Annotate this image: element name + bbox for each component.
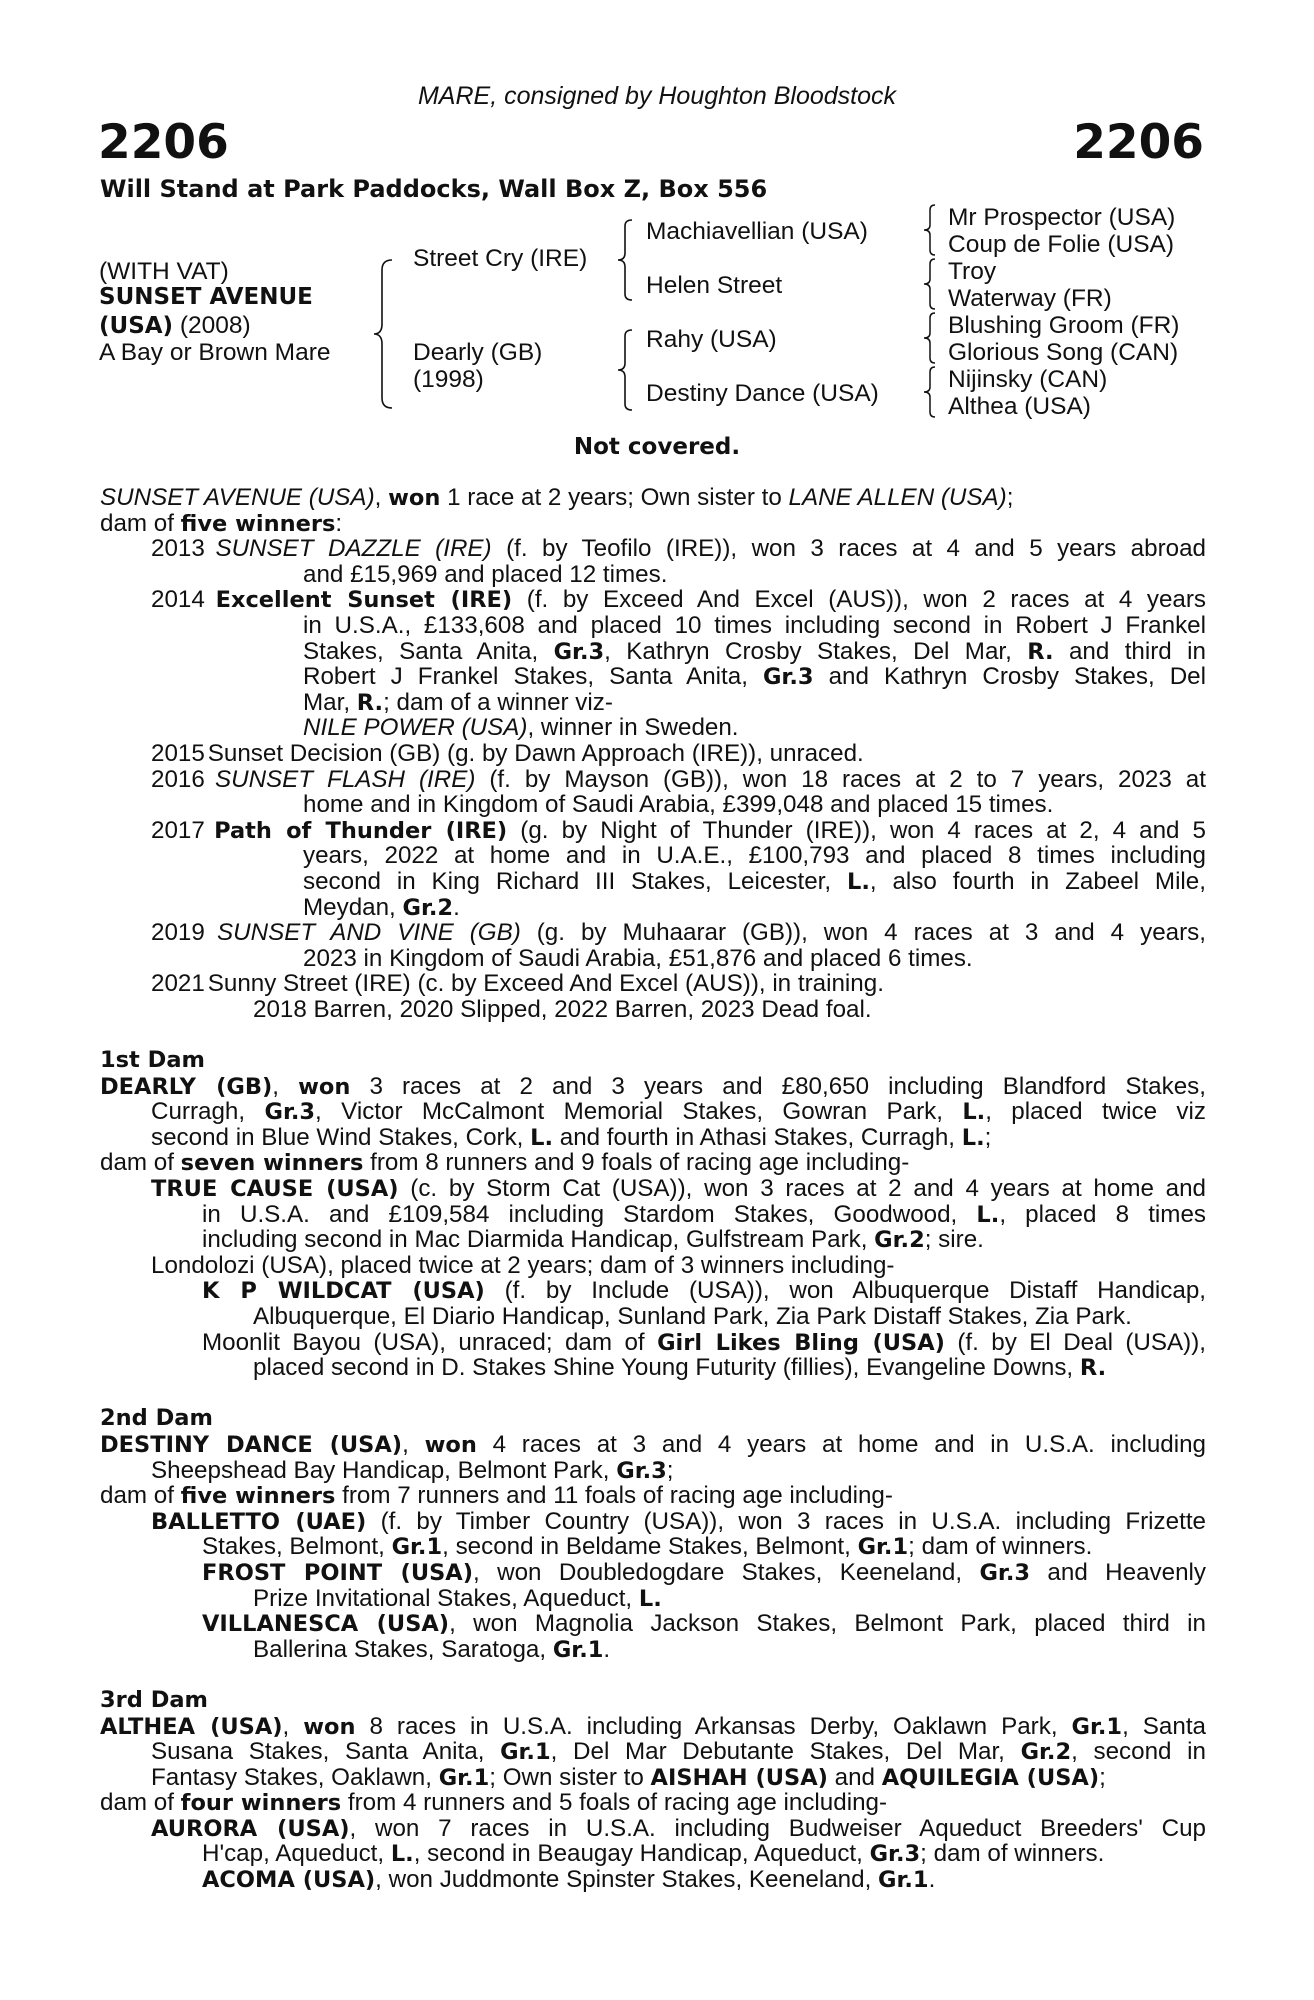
gen3-1: Mr Prospector (USA) bbox=[948, 204, 1176, 231]
second-dam-line2: Sheepshead Bay Handicap, Belmont Park, Gr.3; bbox=[151, 1456, 674, 1484]
cover-status: Not covered. bbox=[573, 434, 741, 460]
brace-sire bbox=[616, 218, 636, 302]
produce-2014-cont4: Mar, R.; dam of a winner viz- bbox=[303, 688, 613, 716]
gen3-2: Coup de Folie (USA) bbox=[948, 231, 1175, 258]
second-dam-section bbox=[100, 1406, 1206, 1662]
first-dam-line11: Moonlit Bayou (USA), unraced; dam of Girl Likes Bling (USA) (f. by El Deal (USA)), bbox=[202, 1329, 1206, 1356]
produce-2013-cont: and £15,969 and placed 12 times. bbox=[303, 560, 668, 588]
produce-2015: 2015 Sunset Decision (GB) (g. by Dawn Approach (IRE)), unraced. bbox=[151, 739, 864, 767]
third-dam-line7: ACOMA (USA), won Juddmonte Spinster Stakes, Keeneland, Gr.1. bbox=[202, 1866, 936, 1894]
first-dam-line6: in U.S.A. and £109,584 including Stardom Stakes, Goodwood, L., placed 8 times bbox=[202, 1201, 1206, 1228]
produce-2017-cont1: years, 2022 at home and in U.A.E., £100,793 and placed 8 times including bbox=[303, 843, 1206, 869]
third-dam-heading: 3rd Dam bbox=[100, 1686, 208, 1713]
produce-2017: 2017 Path of Thunder (IRE) (g. by Night of Thunder (IRE)), won 4 races at 2, 4 and 5 bbox=[151, 817, 1206, 844]
second-dam-line8: VILLANESCA (USA), won Magnolia Jackson Stakes, Belmont Park, placed third in bbox=[202, 1611, 1206, 1637]
dam-year: (1998) bbox=[413, 366, 484, 393]
dam-name: Dearly (GB) bbox=[413, 339, 543, 366]
first-dam-line2: Curragh, Gr.3, Victor McCalmont Memorial Stakes, Gowran Park, L., placed twice viz bbox=[151, 1099, 1206, 1125]
first-dam-line10: Albuquerque, El Diario Handicap, Sunland Park, Zia Park Distaff Stakes, Zia Park. bbox=[253, 1303, 1132, 1330]
third-dam-line3: Fantasy Stakes, Oaklawn, Gr.1; Own sister to AISHAH (USA) and AQUILEGIA (USA); bbox=[151, 1763, 1106, 1791]
produce-2014-cont1: in U.S.A., £133,608 and placed 10 times including second in Robert J Frankel bbox=[303, 612, 1206, 639]
first-dam-line8: Londolozi (USA), placed twice at 2 years; dam of 3 winners including- bbox=[151, 1251, 895, 1279]
vat-label: (WITH VAT) bbox=[99, 258, 229, 285]
brace-parents bbox=[372, 258, 398, 410]
sire-sire: Machiavellian (USA) bbox=[646, 218, 868, 245]
lot-number-left: 2206 bbox=[98, 115, 229, 170]
sire-name: Street Cry (IRE) bbox=[413, 245, 588, 272]
first-dam-line3: second in Blue Wind Stakes, Cork, L. and fourth in Athasi Stakes, Curragh, L.; bbox=[151, 1123, 992, 1151]
second-dam-line6: FROST POINT (USA), won Doubledogdare Stakes, Keeneland, Gr.3 and Heavenly bbox=[202, 1559, 1206, 1586]
sire-dam: Helen Street bbox=[646, 272, 783, 299]
third-dam-line4: dam of four winners from 4 runners and 5 foals of racing age including- bbox=[100, 1789, 888, 1817]
produce-2016-cont: home and in Kingdom of Saudi Arabia, £399,048 and placed 15 times. bbox=[303, 791, 1054, 819]
horse-origin bbox=[99, 312, 251, 340]
brace-g3-1 bbox=[922, 203, 938, 257]
third-dam-section bbox=[100, 1688, 1206, 1893]
horse-description: A Bay or Brown Mare bbox=[99, 339, 331, 366]
produce-intro: SUNSET AVENUE (USA), won 1 race at 2 years; Own sister to LANE ALLEN (USA); bbox=[100, 484, 1014, 511]
consignment-line: MARE, consigned by Houghton Bloodstock bbox=[417, 82, 897, 110]
brace-g3-2 bbox=[922, 257, 938, 311]
produce-2019-cont: 2023 in Kingdom of Saudi Arabia, £51,876 and placed 6 times. bbox=[303, 944, 973, 972]
dam-dam: Destiny Dance (USA) bbox=[646, 380, 879, 407]
gen3-8: Althea (USA) bbox=[948, 393, 1091, 420]
produce-2014-grandchild: NILE POWER (USA), winner in Sweden. bbox=[303, 714, 739, 742]
produce-2016: 2016 SUNSET FLASH (IRE) (f. by Mayson (GB)), won 18 races at 2 to 7 years, 2023 at bbox=[151, 766, 1206, 793]
lot-number-right: 2206 bbox=[1073, 115, 1204, 170]
third-dam-line5: AURORA (USA), won 7 races in U.S.A. including Budweiser Aqueduct Breeders' Cup bbox=[151, 1815, 1206, 1842]
horse-year: (2008) bbox=[173, 312, 251, 339]
stand-info: Will Stand at Park Paddocks, Wall Box Z, Box 556 bbox=[100, 175, 768, 203]
brace-g3-4 bbox=[922, 365, 938, 419]
catalogue-body bbox=[100, 485, 1206, 1893]
second-dam-heading: 2nd Dam bbox=[100, 1405, 213, 1432]
gen3-7: Nijinsky (CAN) bbox=[948, 366, 1108, 393]
produce-2017-cont2: second in King Richard III Stakes, Leicester, L., also fourth in Zabeel Mile, bbox=[303, 868, 1206, 895]
first-dam-line12: placed second in D. Stakes Shine Young Futurity (fillies), Evangeline Downs, R. bbox=[253, 1354, 1107, 1382]
second-dam-line4: BALLETTO (UAE) (f. by Timber Country (USA)), won 3 races in U.S.A. including Frizette bbox=[151, 1508, 1206, 1535]
produce-2017-cont3: Meydan, Gr.2. bbox=[303, 893, 460, 921]
first-dam-line4: dam of seven winners from 8 runners and 9 foals of racing age including- bbox=[100, 1149, 910, 1177]
second-dam-line7: Prize Invitational Stakes, Aqueduct, L. bbox=[253, 1584, 662, 1612]
produce-barren-years: 2018 Barren, 2020 Slipped, 2022 Barren, 2023 Dead foal. bbox=[253, 995, 872, 1023]
gen3-3: Troy bbox=[948, 258, 997, 285]
third-dam-line2: Susana Stakes, Santa Anita, Gr.1, Del Mar Debutante Stakes, Del Mar, Gr.2, second in bbox=[151, 1739, 1206, 1765]
gen3-6: Glorious Song (CAN) bbox=[948, 339, 1179, 366]
produce-dam-of: dam of five winners: bbox=[100, 509, 343, 537]
produce-2014-cont3: Robert J Frankel Stakes, Santa Anita, Gr.3 and Kathryn Crosby Stakes, Del bbox=[303, 664, 1206, 690]
horse-country: (USA) bbox=[99, 313, 174, 339]
third-dam-line6: H'cap, Aqueduct, L., second in Beaugay Handicap, Aqueduct, Gr.3; dam of winners. bbox=[202, 1840, 1105, 1868]
first-dam-heading: 1st Dam bbox=[100, 1047, 205, 1074]
brace-g3-3 bbox=[922, 311, 938, 365]
second-dam-line3: dam of five winners from 7 runners and 11 foals of racing age including- bbox=[100, 1482, 893, 1510]
produce-2014-cont2: Stakes, Santa Anita, Gr.3, Kathryn Crosby Stakes, Del Mar, R. and third in bbox=[303, 638, 1206, 665]
first-dam-line9: K P WILDCAT (USA) (f. by Include (USA)), won Albuquerque Distaff Handicap, bbox=[202, 1278, 1206, 1304]
produce-section bbox=[100, 485, 1206, 1022]
brace-dam bbox=[616, 328, 636, 412]
produce-2013: 2013 SUNSET DAZZLE (IRE) (f. by Teofilo (IRE)), won 3 races at 4 and 5 years abroad bbox=[151, 536, 1206, 562]
third-dam-line1: ALTHEA (USA), won 8 races in U.S.A. including Arkansas Derby, Oaklawn Park, Gr.1, Santa bbox=[100, 1713, 1206, 1740]
first-dam-line1: DEARLY (GB), won 3 races at 2 and 3 years and £80,650 including Blandford Stakes, bbox=[100, 1073, 1206, 1100]
first-dam-section bbox=[100, 1048, 1206, 1381]
horse-name: SUNSET AVENUE bbox=[99, 284, 313, 310]
produce-2014: 2014 Excellent Sunset (IRE) (f. by Exceed And Excel (AUS)), won 2 races at 4 years bbox=[151, 587, 1206, 613]
first-dam-line7: including second in Mac Diarmida Handicap, Gulfstream Park, Gr.2; sire. bbox=[202, 1226, 984, 1254]
second-dam-line1: DESTINY DANCE (USA), won 4 races at 3 and 4 years at home and in U.S.A. including bbox=[100, 1431, 1206, 1458]
first-dam-line5: TRUE CAUSE (USA) (c. by Storm Cat (USA)), won 3 races at 2 and 4 years at home and bbox=[151, 1176, 1206, 1202]
produce-2021: 2021 Sunny Street (IRE) (c. by Exceed And Excel (AUS)), in training. bbox=[151, 970, 884, 998]
gen3-4: Waterway (FR) bbox=[948, 285, 1112, 312]
second-dam-line5: Stakes, Belmont, Gr.1, second in Beldame Stakes, Belmont, Gr.1; dam of winners. bbox=[202, 1533, 1093, 1561]
gen3-5: Blushing Groom (FR) bbox=[948, 312, 1180, 339]
produce-2019: 2019 SUNSET AND VINE (GB) (g. by Muhaarar (GB)), won 4 races at 3 and 4 years, bbox=[151, 920, 1206, 946]
dam-sire: Rahy (USA) bbox=[646, 326, 777, 353]
second-dam-line9: Ballerina Stakes, Saratoga, Gr.1. bbox=[253, 1635, 611, 1663]
